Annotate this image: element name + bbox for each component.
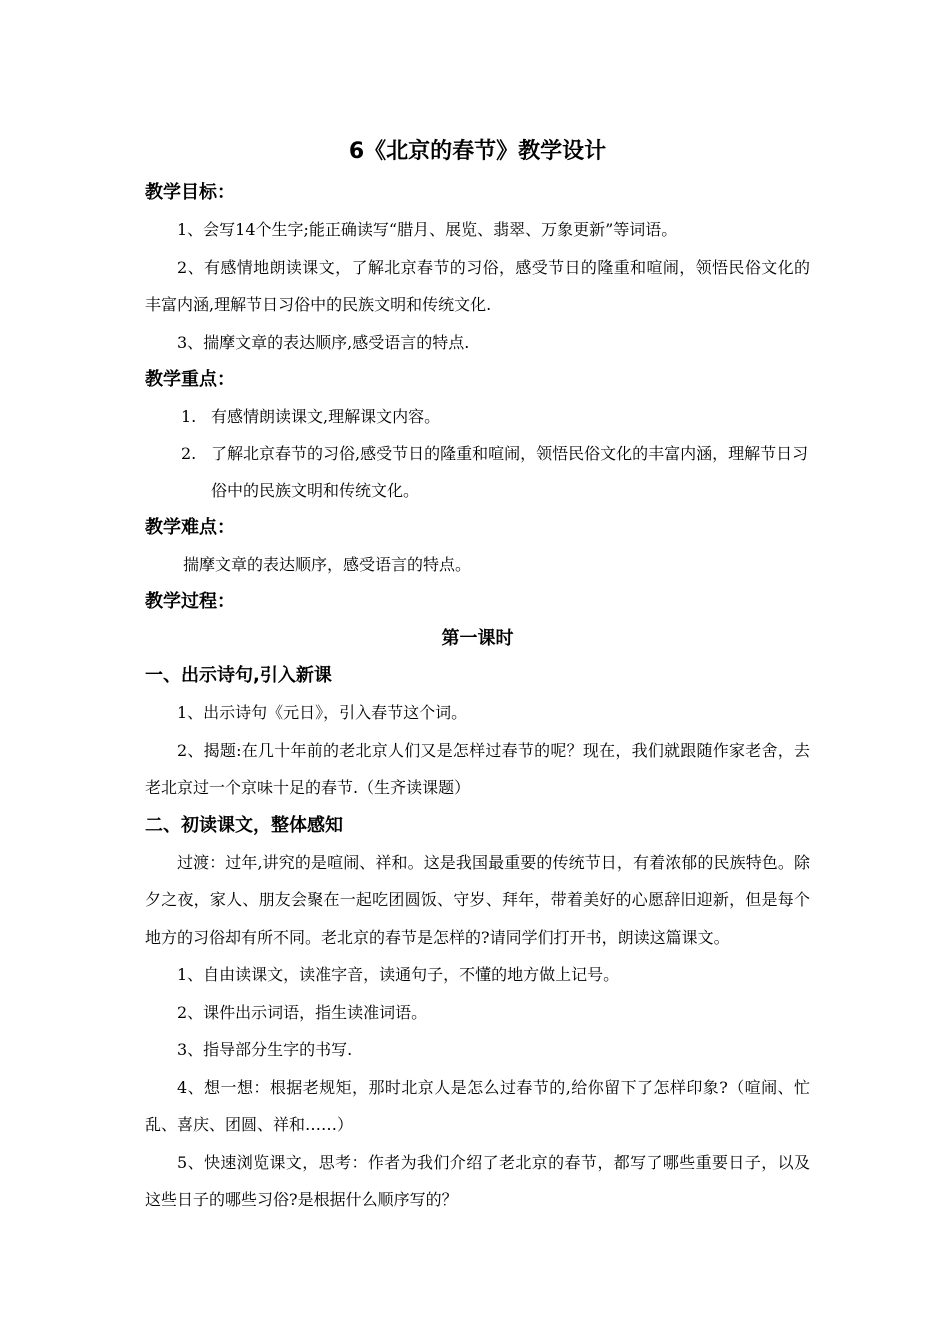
key-point-item xyxy=(145,398,810,435)
section2-item: 1、自由读课文，读准字音，读通句子，不懂的地方做上记号。 xyxy=(177,965,620,984)
section2-item: 3、指导部分生字的书写. xyxy=(177,1040,353,1059)
lesson-title: 第一课时 xyxy=(441,628,514,649)
key-point-number: 1. xyxy=(181,407,197,426)
objective-item: 1、会写14个生字;能正确读写“腊月、展览、翡翠、万象更新”等词语。 xyxy=(177,220,678,239)
document-body xyxy=(145,130,810,1219)
objective-item: 3、揣摩文章的表达顺序,感受语言的特点. xyxy=(177,332,470,352)
section1-item: 1、出示诗句《元日》，引入春节这个词。 xyxy=(177,703,468,722)
section2-item: 4、想一想：根据老规矩，那时北京人是怎么过春节的,给你留下了怎样印象?（喧闹、忙乱、喜庆、团圆、祥和……） xyxy=(145,1077,810,1134)
key-point-text: 有感情朗读课文,理解课文内容。 xyxy=(211,407,441,426)
difficulties-heading: 教学难点： xyxy=(145,517,235,538)
key-points-heading: 教学重点： xyxy=(145,369,235,390)
section1-heading: 一、出示诗句,引入新课 xyxy=(145,665,332,686)
section1-item: 2、揭题:在几十年前的老北京人们又是怎样过春节的呢？现在，我们就跟随作家老舍，去老北京过一个京味十足的春节.（生齐读课题） xyxy=(145,740,810,797)
key-point-number: 2. xyxy=(181,444,197,463)
section2-heading: 二、初读课文，整体感知 xyxy=(145,814,343,836)
section2-item: 5、快速浏览课文，思考：作者为我们介绍了老北京的春节，都写了哪些重要日子，以及这些日子的哪些习俗?是根据什么顺序写的？ xyxy=(145,1152,810,1209)
document-title: 6《北京的春节》教学设计 xyxy=(348,139,607,164)
section2-item: 2、课件出示词语，指生读准词语。 xyxy=(177,1002,428,1022)
key-point-text: 了解北京春节的习俗,感受节日的隆重和喧闹，领悟民俗文化的丰富内涵，理解节日习俗中的民族文明和传统文化。 xyxy=(211,444,809,500)
difficulties-text: 揣摩文章的表达顺序，感受语言的特点。 xyxy=(183,555,472,574)
objectives-heading: 教学目标： xyxy=(145,182,235,203)
section2-intro: 过渡：过年,讲究的是喧闹、祥和。这是我国最重要的传统节日，有着浓郁的民族特色。除夕之夜，家人、朋友会聚在一起吃团圆饭、守岁、拜年，带着美好的心愿辞旧迎新，但是每个地方的习俗却有所不同。老北京的春节是怎样的?请同学们打开书，朗读这篇课文。 xyxy=(145,852,810,947)
key-point-item xyxy=(145,435,810,509)
process-heading: 教学过程： xyxy=(145,591,235,612)
objective-item: 2、有感情地朗读课文，了解北京春节的习俗，感受节日的隆重和喧闹，领悟民俗文化的丰富内涵,理解节日习俗中的民族文明和传统文化. xyxy=(145,257,810,314)
